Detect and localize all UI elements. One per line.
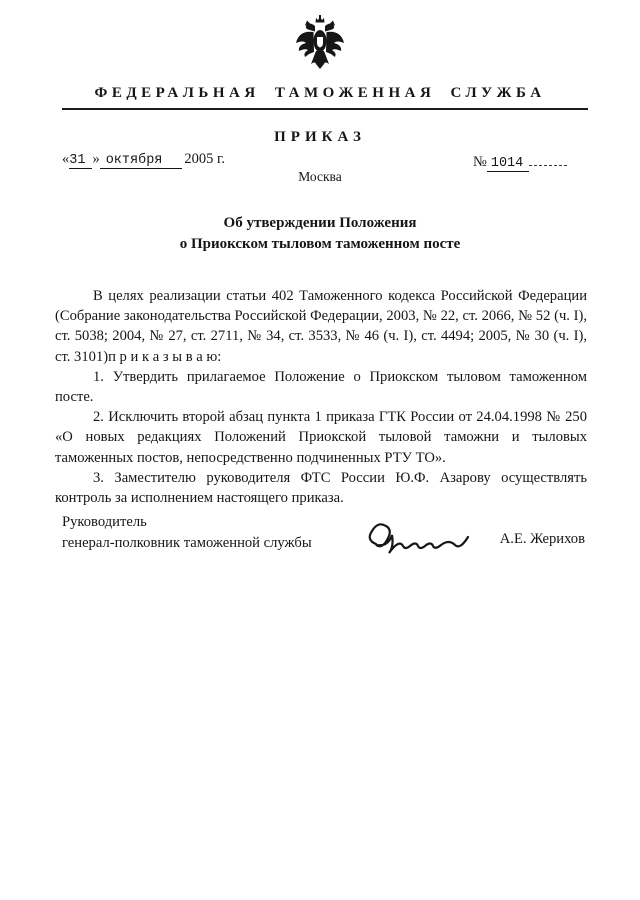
agency-name: ФЕДЕРАЛЬНАЯ ТАМОЖЕННАЯ СЛУЖБА [94, 85, 546, 101]
date-field [62, 151, 225, 169]
date-day: 31 [69, 153, 92, 169]
paragraph-preamble: В целях реализации статьи 402 Таможенного кодекса Российской Федерации (Собрание законодательства Российской Федерации, 2003, № 22, ст. 2066, № 52 (ч. I), ст. 5038; 2004, № 27, ст. 2711, № 34, ст. 3533, № 46 (ч. I), ст. 4494; 2005, № 30 (ч. I), ст. 3101)п р и к а з ы в а ю: [55, 288, 587, 365]
signature-block [62, 512, 585, 572]
order-title [0, 213, 640, 255]
signer-position-line1: Руководитель [62, 514, 147, 530]
order-title-line1: Об утверждении Положения [223, 215, 417, 231]
paragraph-item-1: 1. Утвердить прилагаемое Положение о Приокском тыловом таможенном посте. [55, 368, 587, 406]
close-quote: » [92, 151, 100, 167]
city-label: Москва [298, 169, 342, 184]
number-sign: № [473, 154, 487, 170]
order-body [55, 286, 587, 508]
handwritten-signature [362, 514, 484, 561]
signer-name: А.Е. Жерихов [499, 531, 585, 547]
document-type-title: ПРИКАЗ [274, 129, 366, 145]
header-divider [62, 108, 588, 110]
paragraph-item-3: 3. Заместителю руководителя ФТС России Ю.Ф. Азарову осуществлять контроль за исполнением настоящего приказа. [55, 469, 587, 507]
paragraph-item-2: 2. Исключить второй абзац пункта 1 приказа ГТК России от 24.04.1998 № 250 «О новых редакциях Положений Приокской тыловой таможни и тыловых таможенных постов, непосредственно подчиненных РТУ ТО». [55, 409, 587, 466]
order-title-line2: о Приокском тыловом таможенном посте [179, 236, 461, 252]
open-quote: « [62, 151, 70, 167]
number-underline-tail [529, 151, 567, 166]
date-month: октября [100, 153, 183, 169]
signer-position [62, 512, 312, 554]
order-number: 1014 [487, 156, 529, 172]
date-year: 2005 г. [184, 151, 225, 167]
signer-position-line2: генерал-полковник таможенной службы [62, 535, 312, 551]
russian-coat-of-arms-icon [0, 15, 640, 80]
